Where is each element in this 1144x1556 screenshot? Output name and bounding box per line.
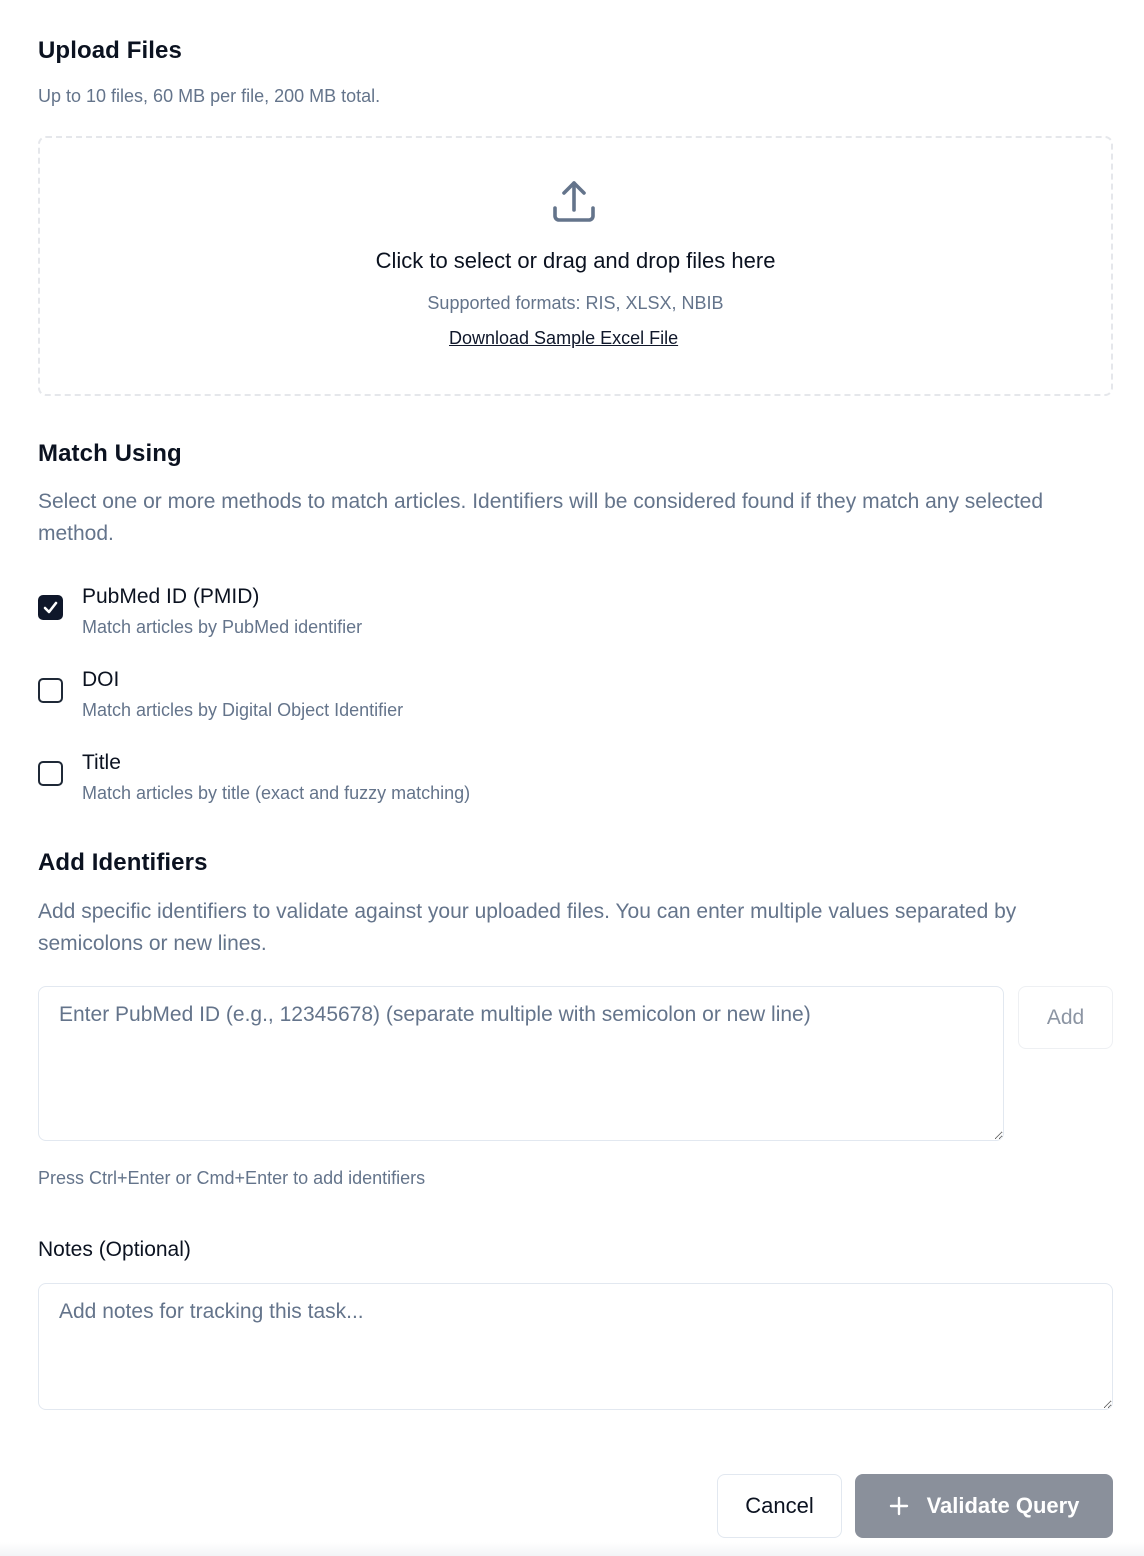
doi-checkbox[interactable] [38, 678, 63, 703]
plus-icon [889, 1496, 909, 1516]
title-checkbox[interactable] [38, 761, 63, 786]
checkmark-icon [42, 599, 59, 616]
supported-formats-text: Supported formats: RIS, XLSX, NBIB [427, 293, 724, 313]
upload-files-title: Upload Files [38, 37, 182, 64]
title-option-description: Match articles by title (exact and fuzzy matching) [82, 783, 471, 803]
dropzone-instruction: Click to select or drag and drop files here [375, 248, 776, 273]
validate-query-label: Validate Query [926, 1493, 1080, 1518]
identifiers-input[interactable] [38, 986, 1004, 1141]
match-using-title: Match Using [38, 440, 182, 467]
add-identifiers-button[interactable]: Add [1018, 986, 1113, 1049]
notes-input[interactable] [38, 1283, 1113, 1410]
validate-query-button[interactable] [855, 1474, 1113, 1538]
notes-label: Notes (Optional) [38, 1238, 191, 1261]
keyboard-hint-text: Press Ctrl+Enter or Cmd+Enter to add identifiers [38, 1168, 426, 1188]
cancel-button[interactable]: Cancel [717, 1474, 842, 1538]
add-identifiers-description: Add specific identifiers to validate against your uploaded files. You can enter multiple values separated by semicolons or new lines. [38, 900, 1017, 955]
bottom-edge [0, 1542, 1144, 1556]
add-identifiers-title: Add Identifiers [38, 849, 208, 876]
upload-icon [550, 178, 598, 226]
doi-option-description: Match articles by Digital Object Identifier [82, 700, 404, 720]
download-sample-link[interactable]: Download Sample Excel File [449, 328, 679, 348]
pmid-checkbox[interactable] [38, 595, 63, 620]
upload-limits-text: Up to 10 files, 60 MB per file, 200 MB total. [38, 86, 381, 106]
pmid-option-label[interactable]: PubMed ID (PMID) [82, 585, 260, 608]
pmid-option-description: Match articles by PubMed identifier [82, 617, 363, 637]
doi-option-label[interactable]: DOI [82, 668, 120, 691]
title-option-label[interactable]: Title [82, 751, 121, 774]
match-using-description: Select one or more methods to match articles. Identifiers will be considered found if they match any selected method. [38, 490, 1044, 545]
